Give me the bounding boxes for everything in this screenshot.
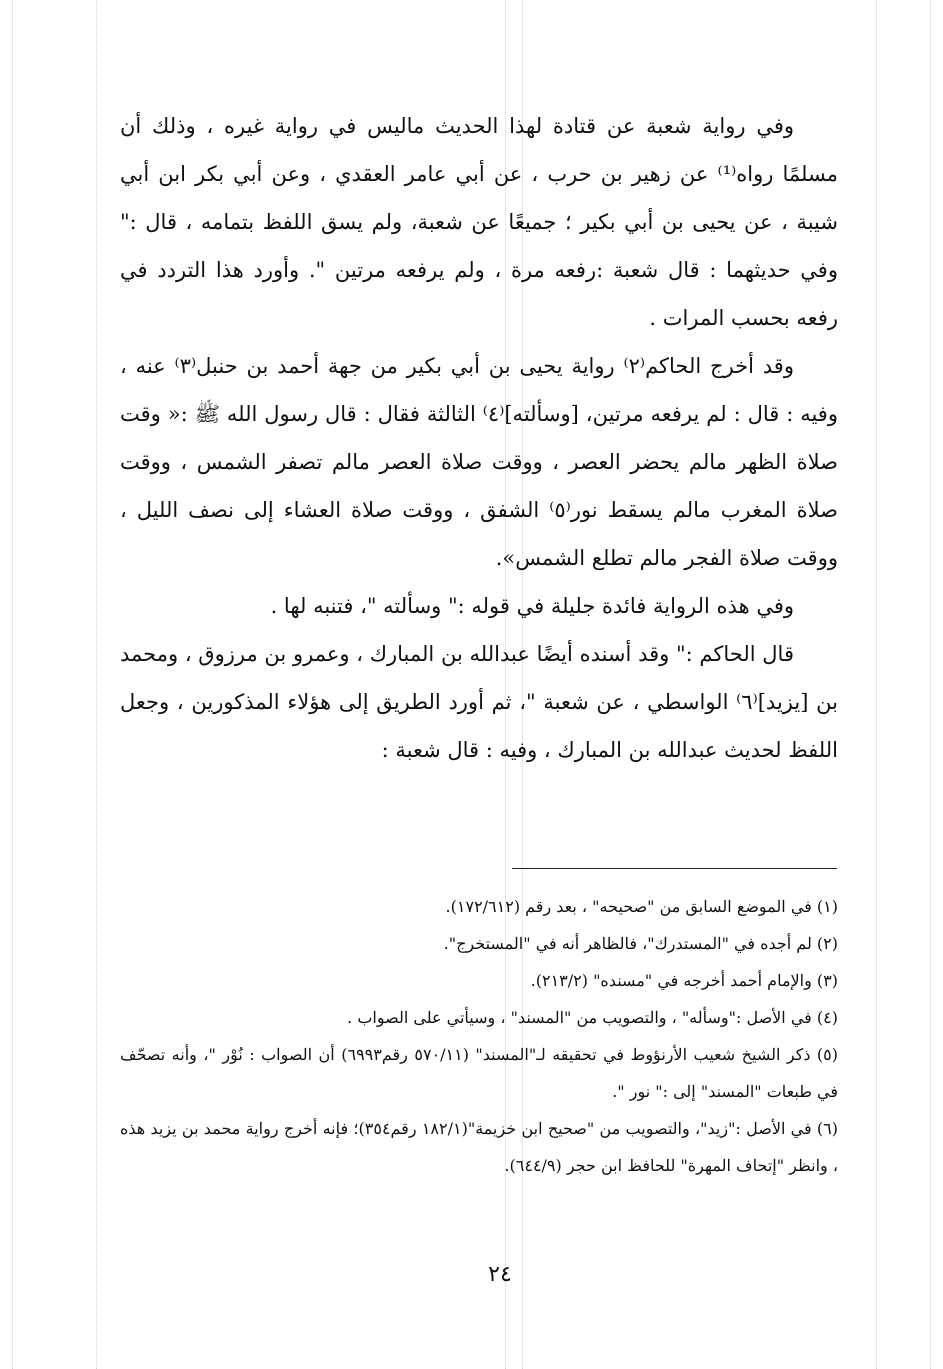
footnote-1: (١) في الموضع السابق من "صحيحه" ، بعد رقم (١٧٢/٦١٢).	[445, 897, 838, 916]
footnotes	[120, 888, 838, 1184]
footnote-3: (٣) والإمام أحمد أخرجه في "مسنده" (٢١٣/٢).	[530, 971, 838, 990]
scan-guide-line	[12, 0, 13, 1369]
scan-guide-line	[876, 0, 877, 1369]
paragraph-hakim-narration: وقد أخرج الحاكم⁽٢⁾ رواية يحيى بن أبي بكير من جهة أحمد بن حنبل⁽٣⁾ عنه ، وفيه : قال : لم يرفعه مرتين، [وسألته]⁽٤⁾ الثالثة فقال : قال رسول الله ﷺ :« وقت صلاة الظهر مالم يحضر العصر ، ووقت صلاة العصر مالم تصفر الشمس ، ووقت صلاة المغرب مالم يسقط نور⁽٥⁾ الشفق ، ووقت صلاة العشاء إلى نصف الليل ، ووقت صلاة الفجر مالم تطلع الشمس».	[120, 354, 838, 570]
main-text	[120, 102, 838, 774]
paragraph-shuba-narration: وفي رواية شعبة عن قتادة لهذا الحديث ماليس في رواية غيره ، وذلك أن مسلمًا رواه⁽¹⁾ عن زهير بن حرب ، عن أبي عامر العقدي ، وعن أبي بكر ابن أبي شيبة ، عن يحيى بن أبي بكير ؛ جميعًا عن شعبة، ولم يسق اللفظ بتمامه ، قال :" وفي حديثهما : قال شعبة :رفعه مرة ، ولم يرفعه مرتين ". وأورد هذا التردد في رفعه بحسب المرات .	[120, 114, 838, 330]
scan-guide-line	[930, 0, 931, 1369]
footnote-2: (٢) لم أجده في "المستدرك"، فالظاهر أنه في "المستخرج".	[443, 934, 838, 953]
footnote-4: (٤) في الأصل :"وسأله" ، والتصويب من "المسند" ، وسيأتي على الصواب .	[347, 1008, 838, 1027]
paragraph-hakim-chains: قال الحاكم :" وقد أسنده أيضًا عبدالله بن المبارك ، وعمرو بن مرزوق ، ومحمد بن [يزيد]⁽٦⁾ الواسطي ، عن شعبة "، ثم أورد الطريق إلى هؤلاء المذكورين ، وجعل اللفظ لحديث عبدالله بن المبارك ، وفيه : قال شعبة :	[120, 642, 838, 762]
scan-guide-line	[96, 0, 97, 1369]
footnote-separator	[512, 868, 837, 869]
page-number: ٢٤	[488, 1262, 512, 1287]
footnote-6: (٦) في الأصل :"زيد"، والتصويب من "صحيح ابن خزيمة"(١٨٢/١ رقم٣٥٤)؛ فإنه أخرج رواية محمد بن يزيد هذه ، وانظر "إتحاف المهرة" للحافظ ابن حجر (٦٤٤/٩).	[120, 1119, 839, 1175]
footnote-5: (٥) ذكر الشيخ شعيب الأرنؤوط في تحقيقه لـ"المسند" (٥٧٠/١١ رقم٦٩٩٣) أن الصواب : نُوْر "، وأنه تصحّف في طبعات "المسند" إلى :" نور ".	[120, 1045, 839, 1101]
paragraph-benefit-note: وفي هذه الرواية فائدة جليلة في قوله :" وسألته "، فتنبه لها .	[270, 594, 794, 618]
